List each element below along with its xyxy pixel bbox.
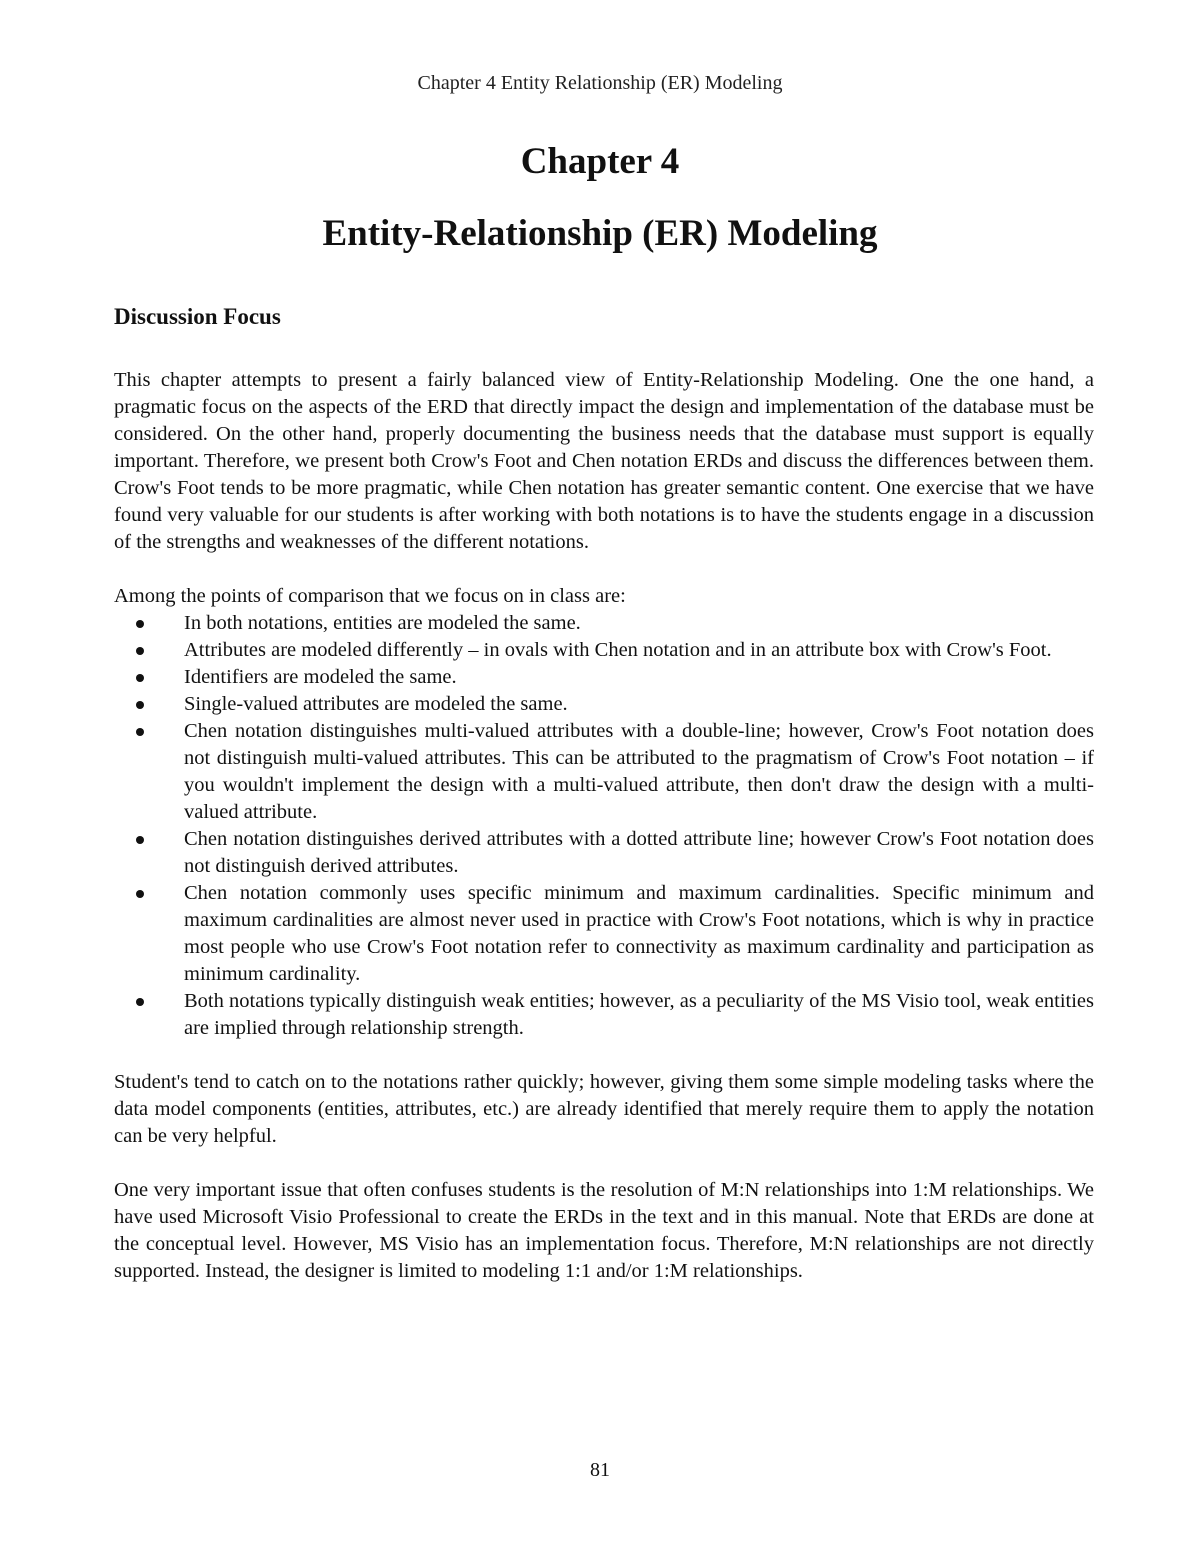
chapter-number-heading: Chapter 4 (520, 141, 680, 182)
bullet-icon (136, 728, 144, 736)
bullet-icon (136, 620, 144, 628)
list-item (114, 637, 1094, 664)
list-item (114, 610, 1094, 637)
chapter-title-heading: Entity-Relationship (ER) Modeling (322, 213, 878, 254)
bullet-icon (136, 674, 144, 682)
page-number: 81 (590, 1459, 610, 1481)
students-paragraph: Student's tend to catch on to the notations rather quickly; however, giving them some simple modeling tasks where the data model components (entities, attributes, etc.) are already identified that merely require them to apply the notation can be very helpful. (114, 1071, 1094, 1147)
bullet-text: Chen notation commonly uses specific minimum and maximum cardinalities. Specific minimum and maximum cardinalities are almost never used in practice with Crow's Foot notations, which is why in practice most people who use Crow's Foot notation refer to connectivity as maximum cardinality and participation as minimum cardinality. (184, 882, 1094, 985)
running-header: Chapter 4 Entity Relationship (ER) Modeling (417, 72, 783, 94)
bullet-icon (136, 890, 144, 898)
bullet-icon (136, 836, 144, 844)
body-text (114, 367, 1094, 1312)
bullet-text: Both notations typically distinguish weak entities; however, as a peculiarity of the MS Visio tool, weak entities are implied through relationship strength. (184, 990, 1094, 1039)
list-item (114, 718, 1094, 826)
list-item (114, 691, 1094, 718)
bullet-icon (136, 701, 144, 709)
bullet-text: Identifiers are modeled the same. (184, 666, 457, 688)
bullet-text: Single-valued attributes are modeled the same. (184, 693, 568, 715)
list-item (114, 880, 1094, 988)
bullet-icon (136, 647, 144, 655)
list-item (114, 664, 1094, 691)
comparison-lead-paragraph: Among the points of comparison that we focus on in class are: (114, 585, 626, 607)
list-item (114, 988, 1094, 1042)
comparison-bullet-list (114, 610, 1094, 1042)
intro-paragraph: This chapter attempts to present a fairly balanced view of Entity-Relationship Modeling. One the one hand, a pragmatic focus on the aspects of the ERD that directly impact the design and implementation of the database must be considered. On the other hand, properly documenting the business needs that the database must support is equally important. Therefore, we present both Crow's Foot and Chen notation ERDs and discuss the differences between them. Crow's Foot tends to be more pragmatic, while Chen notation has greater semantic content. One exercise that we have found very valuable for our students is after working with both notations is to have the students engage in a discussion of the strengths and weaknesses of the different notations. (114, 369, 1094, 553)
mn-relationships-paragraph: One very important issue that often confuses students is the resolution of M:N relationships into 1:M relationships. We have used Microsoft Visio Professional to create the ERDs in the text and in this manual. Note that ERDs are done at the conceptual level. However, MS Visio has an implementation focus. Therefore, M:N relationships are not directly supported. Instead, the designer is limited to modeling 1:1 and/or 1:M relationships. (114, 1179, 1094, 1282)
bullet-text: In both notations, entities are modeled the same. (184, 612, 581, 634)
section-heading: Discussion Focus (114, 304, 281, 329)
bullet-text: Chen notation distinguishes multi-valued attributes with a double-line; however, Crow's Foot notation does not distinguish multi-valued attributes. This can be attributed to the pragmatism of Crow's Foot notation – if you wouldn't implement the design with a multi-valued attribute, then don't draw the design with a multi-valued attribute. (184, 720, 1094, 823)
bullet-text: Chen notation distinguishes derived attributes with a dotted attribute line; however Crow's Foot notation does not distinguish derived attributes. (184, 828, 1094, 877)
bullet-icon (136, 998, 144, 1006)
bullet-text: Attributes are modeled differently – in ovals with Chen notation and in an attribute box with Crow's Foot. (184, 639, 1052, 661)
list-item (114, 826, 1094, 880)
